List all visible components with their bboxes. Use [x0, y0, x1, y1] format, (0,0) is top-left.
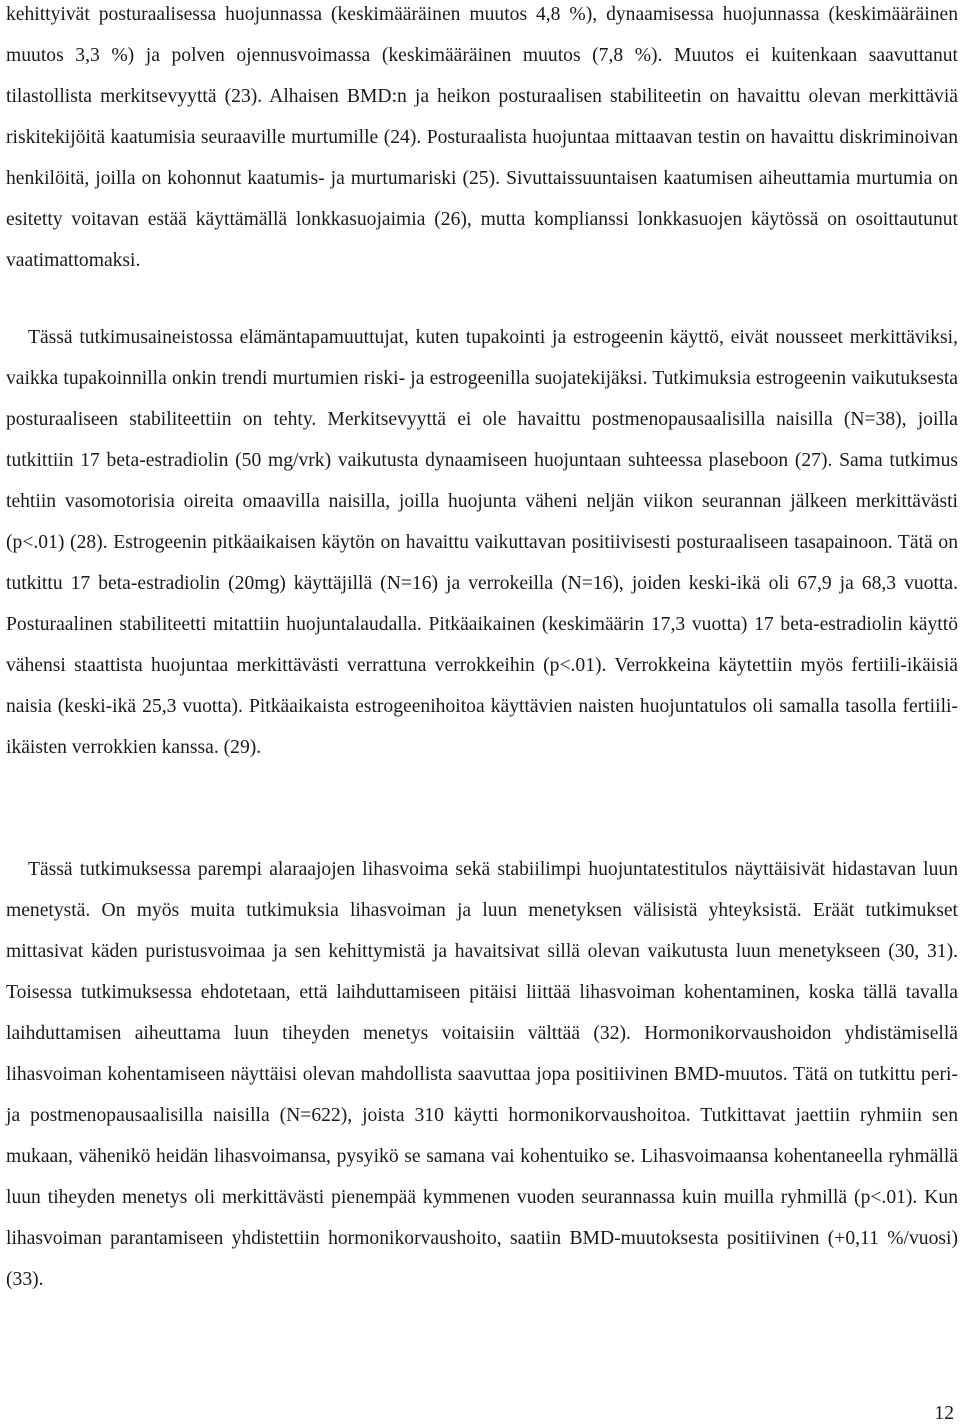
paragraph-1: kehittyivät posturaalisessa huojunnassa (keskimääräinen muutos 4,8 %), dynaamisessa huojunnassa (keskimääräinen muutos 3,3 %) ja polven ojennusvoimassa (keskimääräinen muutos (7,8 %). Muutos ei kuitenkaan saavuttanut tilastollista merkitsevyyttä (23). Alhaisen BMD:n ja heikon posturaalisen stabiliteetin on havaittu olevan merkittäviä riskitekijöitä kaatumisia seuraaville murtumille (24). Posturaalista huojuntaa mittaavan testin on havaittu diskriminoivan henkilöitä, joilla on kohonnut kaatumis- ja murtumariski (25). Sivuttaissuuntaisen kaatumisen aiheuttamia murtumia on esitetty voitavan estää käyttämällä lonkkasuojaimia (26), mutta komplianssi lonkkasuojen käytössä on osoittautunut vaatimattomaksi.	[6, 4, 958, 271]
page-number: 12	[934, 1403, 954, 1424]
paragraph-3: Tässä tutkimuksessa parempi alaraajojen lihasvoima sekä stabiilimpi huojuntatestitulos näyttäisivät hidastavan luun menetystä. On myös muita tutkimuksia lihasvoiman ja luun menetyksen välisistä yhteyksistä. Eräät tutkimukset mittasivat käden puristusvoimaa ja sen kehittymistä ja havaitsivat sillä olevan vaikutusta luun menetykseen (30, 31). Toisessa tutkimuksessa ehdotetaan, että laihduttamiseen pitäisi liittää lihasvoiman kohentaminen, koska tällä tavalla laihduttamisen aiheuttama luun tiheyden menetys voitaisiin välttää (32). Hormonikorvaushoidon yhdistämisellä lihasvoiman kohentamiseen näyttäisi olevan mahdollista saavuttaa jopa positiivinen BMD-muutos. Tätä on tutkittu peri- ja postmenopausaalisilla naisilla (N=622), joista 310 käytti hormonikorvaushoitoa. Tutkittavat jaettiin ryhmiin sen mukaan, vähenikö heidän lihasvoimansa, pysyikö se samana vai kohentuiko se. Lihasvoimaansa kohentaneella ryhmällä luun tiheyden menetys oli merkittävästi pienempää kymmenen vuoden seurannassa kuin muilla ryhmillä (p<.01). Kun lihasvoiman parantamiseen yhdistettiin hormonikorvaushoito, saatiin BMD-muutoksesta positiivinen (+0,11 %/vuosi) (33).	[6, 859, 958, 1290]
paragraph-2: Tässä tutkimusaineistossa elämäntapamuuttujat, kuten tupakointi ja estrogeenin käyttö, eivät nousseet merkittäviksi, vaikka tupakoinnilla onkin trendi murtumien riski- ja estrogeenilla suojatekijäksi. Tutkimuksia estrogeenin vaikutuksesta posturaaliseen stabiliteettiin on tehty. Merkitsevyyttä ei ole havaittu postmenopausaalisilla naisilla (N=38), joilla tutkittiin 17 beta-estradiolin (50 mg/vrk) vaikutusta dynaamiseen huojuntaan suhteessa plaseboon (27). Sama tutkimus tehtiin vasomotorisia oireita omaavilla naisilla, joilla huojunta väheni neljän viikon seurannan jälkeen merkittävästi (p<.01) (28). Estrogeenin pitkäaikaisen käytön on havaittu vaikuttavan positiivisesti posturaaliseen tasapainoon. Tätä on tutkittu 17 beta-estradiolin (20mg) käyttäjillä (N=16) ja verrokeilla (N=16), joiden keski-ikä oli 67,9 ja 68,3 vuotta. Posturaalinen stabiliteetti mitattiin huojuntalaudalla. Pitkäaikainen (keskimäärin 17,3 vuotta) 17 beta-estradiolin käyttö vähensi staattista huojuntaa merkittävästi verrattuna verrokkeihin (p<.01). Verrokkeina käytettiin myös fertiili-ikäisiä naisia (keski-ikä 25,3 vuotta). Pitkäaikaista estrogeenihoitoa käyttävien naisten huojuntatulos oli samalla tasolla fertiili-ikäisten verrokkien kanssa. (29).	[6, 327, 958, 758]
